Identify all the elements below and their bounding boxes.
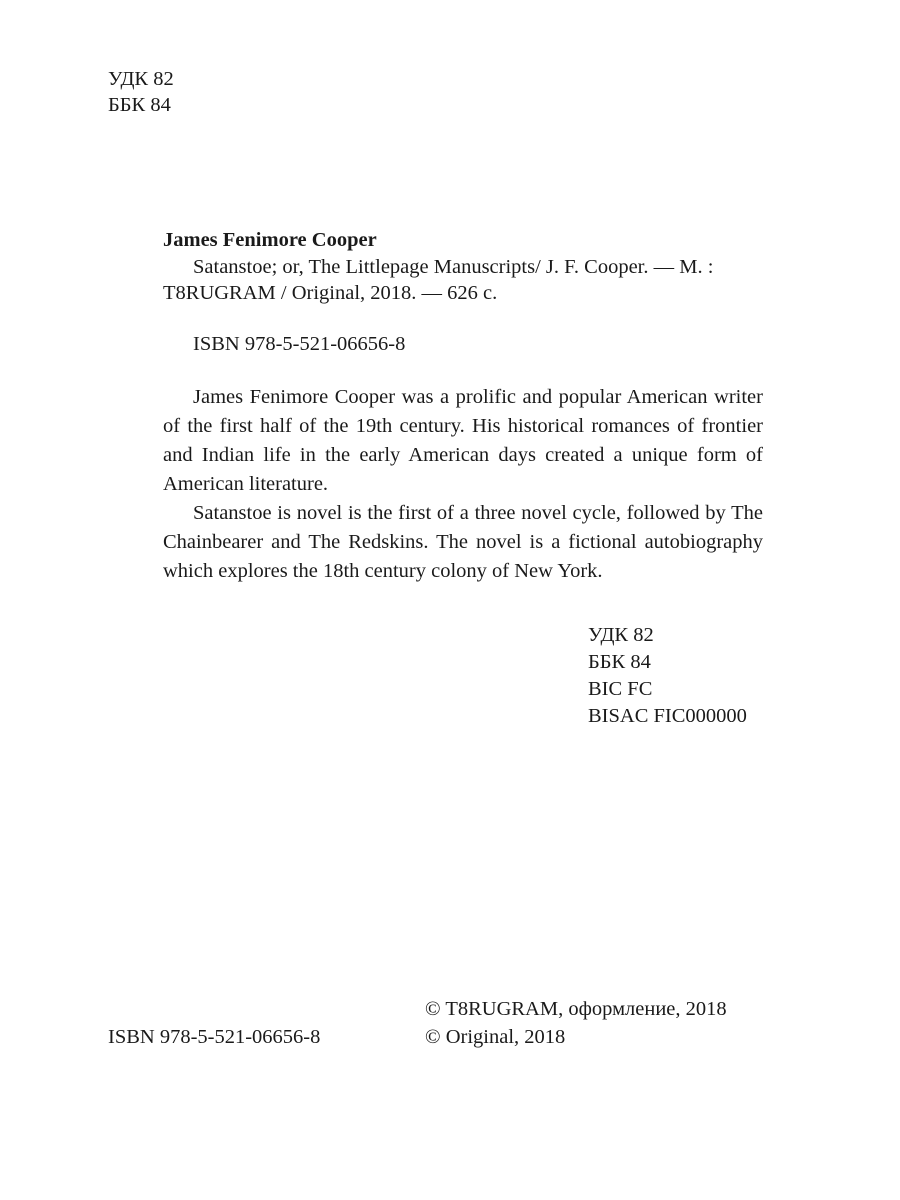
bottom-isbn: ISBN 978-5-521-06656-8 (108, 1026, 321, 1048)
udk-code: УДК 82 (588, 624, 654, 646)
bibliographic-description (163, 254, 763, 306)
copyright-line-1: © T8RUGRAM, оформление, 2018 (425, 998, 727, 1020)
copyright-notices (425, 995, 727, 1051)
bbk-code: ББК 84 (108, 94, 171, 116)
description-line-1: Satanstoe; or, The Littlepage Manuscripts/ J. F. Cooper. — M. : (193, 256, 714, 278)
copyright-line-2: © Original, 2018 (425, 1026, 566, 1048)
bbk-code: ББК 84 (588, 651, 651, 673)
isbn-line: ISBN 978-5-521-06656-8 (193, 333, 406, 355)
description-line-2: T8RUGRAM / Original, 2018. — 626 c. (163, 282, 498, 304)
bic-code: BIC FC (588, 678, 653, 700)
author-name: James Fenimore Cooper (163, 229, 377, 251)
bibliographic-entry (163, 226, 763, 306)
annotation-paragraph-1: James Fenimore Cooper was a prolific and popular American writer of the first half of the 19th century. His historical romances of frontier and Indian life in the early American days created a unique form of American literature. (163, 386, 763, 495)
annotation (163, 383, 763, 586)
udk-code: УДК 82 (108, 68, 174, 90)
top-classification-codes (108, 66, 174, 118)
annotation-paragraph-2: Satanstoe is novel is the first of a three novel cycle, followed by The Chainbearer and The Redskins. The novel is a fictional autobiography which explores the 18th century colony of New York. (163, 502, 763, 582)
classification-codes-block (588, 622, 747, 730)
bisac-code: BISAC FIC000000 (588, 705, 747, 727)
